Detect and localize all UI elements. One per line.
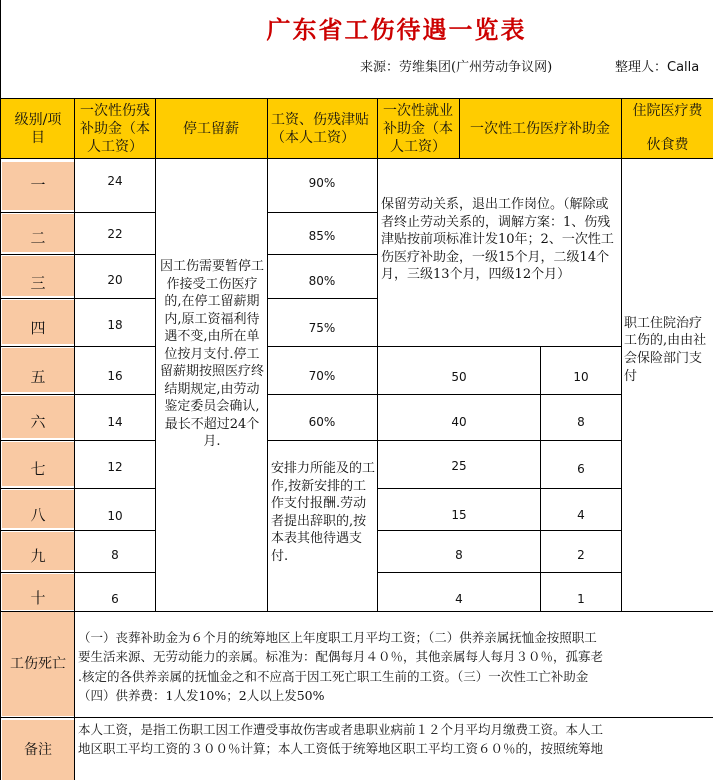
- level-cell: 七: [2, 442, 74, 486]
- col-header-suspension-label: 停工留薪: [183, 120, 239, 137]
- employment-months-cell: 40: [451, 415, 467, 430]
- col-header-hospital-meal-line1: 住院医疗费: [632, 103, 703, 119]
- death-label: 工伤死亡: [2, 612, 74, 716]
- employment-months-cell: 4: [455, 592, 463, 607]
- disability-months-cell: 16: [107, 369, 123, 384]
- disability-months-cell: 8: [111, 548, 119, 563]
- levels-1-4-note-content: 保留劳动关系，退出工作岗位。（解除或者终止劳动关系的，调解方案：1、伤残津贴按前项标准计发10年；2、一次性工伤医疗补助金，一级15个月，二级14个月，三级13个月，四级12个月）: [381, 197, 614, 283]
- medical-months-cell: 8: [577, 415, 585, 430]
- col-header-hospital-meal-line2: 伙食费: [646, 136, 689, 153]
- medical-months-cell: 1: [577, 592, 585, 607]
- wage-allowance-cell: 80%: [308, 274, 336, 289]
- level-cell: 三: [2, 256, 74, 296]
- disability-months-cell: 22: [107, 227, 123, 242]
- level-cell: 六: [2, 396, 74, 438]
- medical-months-cell: 10: [573, 370, 589, 385]
- disability-months-cell: 20: [107, 273, 123, 288]
- death-line-4: （四）供养费：1人发10%；2人以上发50%: [78, 688, 325, 704]
- death-line-3: .核定的各供养亲属的抚恤金之和不应高于因工死亡职工生前的工资。（三）一次性工亡补助金: [78, 668, 589, 684]
- medical-months-cell: 4: [577, 508, 585, 523]
- hospital-meal-note-content: 职工住院治疗工伤的,由由社会保险部门支付: [624, 315, 707, 384]
- disability-months-cell: 14: [107, 415, 123, 430]
- col-header-level-label: 级别/项目: [14, 111, 62, 146]
- employment-months-cell: 25: [451, 459, 467, 474]
- remarks-line-2: 地区职工平均工资的３００％计算；本人工资低于统筹地区职工平均工资６０％的，按照统筹地: [78, 741, 604, 757]
- disability-months-cell: 10: [107, 509, 123, 524]
- disability-months-cell: 18: [107, 318, 123, 333]
- death-line-1: （一）丧葬补助金为６个月的统筹地区上年度职工月平均工资；（二）供养亲属抚恤金按照职工: [78, 630, 597, 645]
- wage-allowance-cell: 90%: [308, 176, 336, 191]
- col-header-lump-disability-label: 一次性伤残补助金（本人工资）: [80, 102, 150, 156]
- level-cell: 二: [2, 214, 74, 252]
- disability-months-cell: 12: [107, 460, 123, 475]
- wage-allowance-cell: 85%: [308, 229, 336, 244]
- wage-allowance-cell: 75%: [308, 321, 336, 336]
- remarks-line-1: 本人工资，是指工伤职工因工作遭受事故伤害或者患职业病前１２个月平均月缴费工资。本人工: [78, 722, 604, 737]
- source-text: 来源：劳维集团(广州劳动争议网): [360, 60, 553, 75]
- page-title: 广东省工伤待遇一览表: [266, 15, 527, 44]
- level-cell: 五: [2, 348, 74, 392]
- medical-months-cell: 2: [577, 548, 585, 563]
- level-cell: 四: [2, 300, 74, 344]
- col-header-lump-medical-label: 一次性工伤医疗补助金: [470, 120, 610, 137]
- levels-7-10-allowance-text-content: 安排力所能及的工作,按新安排的工作支付报酬.劳动者提出辞职的,按本表其他待遇支付.: [271, 461, 376, 564]
- employment-months-cell: 15: [451, 508, 467, 523]
- suspension-pay-text-content: 因工伤需要暂停工作接受工伤医疗的,在停工留薪期内,原工资福利待遇不变,由所在单位按月支付.停工留薪期按照医疗终结期规定,由劳动鉴定委员会确认,最长不超过24个月.: [160, 259, 265, 450]
- death-line-2: 要生活来源、无劳动能力的亲属。标准为：配偶每月４０％，其他亲属每人每月３０％，孤寡老: [78, 649, 604, 665]
- remarks-label: 备注: [2, 720, 74, 780]
- wage-allowance-cell: 70%: [308, 369, 336, 384]
- level-cell: 一: [2, 162, 74, 210]
- medical-months-cell: 6: [577, 462, 585, 477]
- level-cell: 十: [2, 574, 74, 610]
- employment-months-cell: 50: [451, 370, 467, 385]
- employment-months-cell: 8: [455, 548, 463, 563]
- col-header-wage-allowance-label: 工资、伤残津贴（本人工资）: [271, 111, 369, 146]
- col-header-lump-employment-label: 一次性就业补助金（本人工资）: [383, 102, 453, 156]
- editor-text: 整理人：Calla: [615, 60, 700, 75]
- wage-allowance-cell: 60%: [308, 415, 336, 430]
- level-cell: 九: [2, 532, 74, 570]
- disability-months-cell: 24: [107, 174, 123, 189]
- disability-months-cell: 6: [111, 592, 119, 607]
- level-cell: 八: [2, 490, 74, 528]
